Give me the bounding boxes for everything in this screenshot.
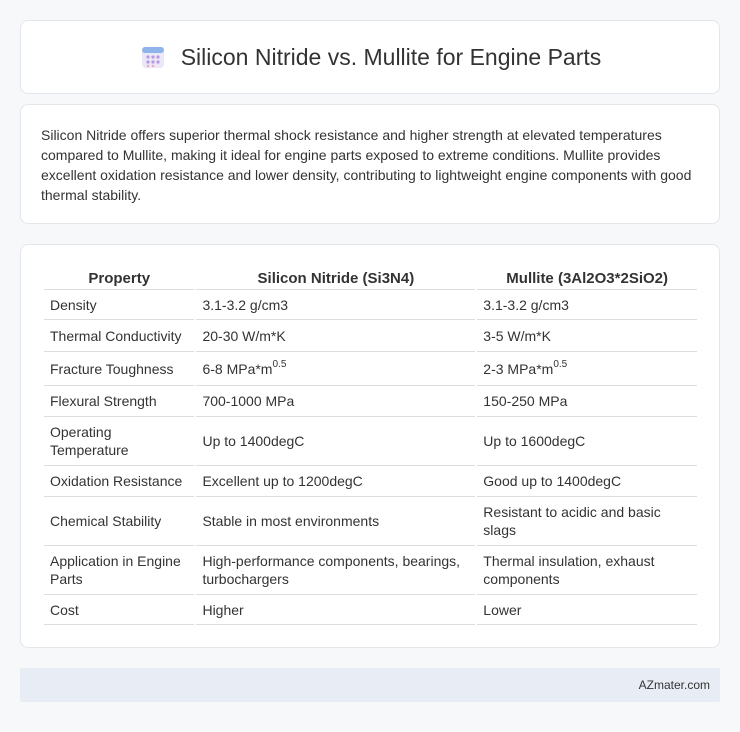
row-silicon-nitride-value: Higher xyxy=(196,595,475,625)
row-silicon-nitride-value: 20-30 W/m*K xyxy=(196,320,475,352)
row-property: Operating Temperature xyxy=(44,417,194,466)
row-mullite-value: Lower xyxy=(477,595,697,625)
footer xyxy=(20,668,720,702)
row-silicon-nitride-value: High-performance components, bearings, turbochargers xyxy=(196,546,475,595)
row-property: Oxidation Resistance xyxy=(44,466,194,497)
row-mullite-value xyxy=(477,352,697,386)
header-silicon-nitride: Silicon Nitride (Si3N4) xyxy=(196,264,475,290)
row-mullite-value: Resistant to acidic and basic slags xyxy=(477,497,697,546)
row-property: Chemical Stability xyxy=(44,497,194,546)
row-property: Application in Engine Parts xyxy=(44,546,194,595)
row-mullite-value: 3-5 W/m*K xyxy=(477,320,697,352)
footer-site-link[interactable]: AZmater.com xyxy=(638,678,710,692)
table-row xyxy=(44,497,697,546)
row-property: Thermal Conductivity xyxy=(44,320,194,352)
row-property: Density xyxy=(44,290,194,320)
table-row xyxy=(44,466,697,497)
table-row xyxy=(44,320,697,352)
row-silicon-nitride-value: Up to 1400degC xyxy=(196,417,475,466)
row-mullite-value: Thermal insulation, exhaust components xyxy=(477,546,697,595)
row-silicon-nitride-value xyxy=(196,352,475,386)
comparison-table xyxy=(42,264,699,625)
table-row xyxy=(44,352,697,386)
title-card xyxy=(20,20,720,94)
table-row xyxy=(44,290,697,320)
summary-card xyxy=(20,104,720,224)
page-title: Silicon Nitride vs. Mullite for Engine Parts xyxy=(180,43,602,70)
table-row xyxy=(44,386,697,417)
summary-text: Silicon Nitride offers superior thermal shock resistance and higher strength at elevated temperatures compared to Mullite, making it ideal for engine parts exposed to extreme conditions. Mullite provides excellent oxidation resistance and lower density, contributing to lightweight engine components with good thermal stability. xyxy=(41,127,692,203)
row-mullite-value: 150-250 MPa xyxy=(477,386,697,417)
row-property: Cost xyxy=(44,595,194,625)
header-mullite: Mullite (3Al2O3*2SiO2) xyxy=(477,264,697,290)
table-row xyxy=(44,417,697,466)
row-property: Fracture Toughness xyxy=(44,352,194,386)
exponent: 0.5 xyxy=(553,358,568,370)
calendar-grid-icon xyxy=(139,43,167,71)
table-header-row xyxy=(44,264,697,290)
value-text: 2-3 MPa*m xyxy=(483,360,554,377)
row-silicon-nitride-value: Stable in most environments xyxy=(196,497,475,546)
row-silicon-nitride-value: Excellent up to 1200degC xyxy=(196,466,475,497)
table-row xyxy=(44,595,697,625)
exponent: 0.5 xyxy=(272,358,287,370)
row-silicon-nitride-value: 700-1000 MPa xyxy=(196,386,475,417)
row-mullite-value: Good up to 1400degC xyxy=(477,466,697,497)
row-mullite-value: 3.1-3.2 g/cm3 xyxy=(477,290,697,320)
comparison-table-card xyxy=(20,244,720,648)
row-silicon-nitride-value: 3.1-3.2 g/cm3 xyxy=(196,290,475,320)
row-mullite-value: Up to 1600degC xyxy=(477,417,697,466)
table-row xyxy=(44,546,697,595)
value-text: 6-8 MPa*m xyxy=(202,360,273,377)
header-property: Property xyxy=(44,264,194,290)
row-property: Flexural Strength xyxy=(44,386,194,417)
